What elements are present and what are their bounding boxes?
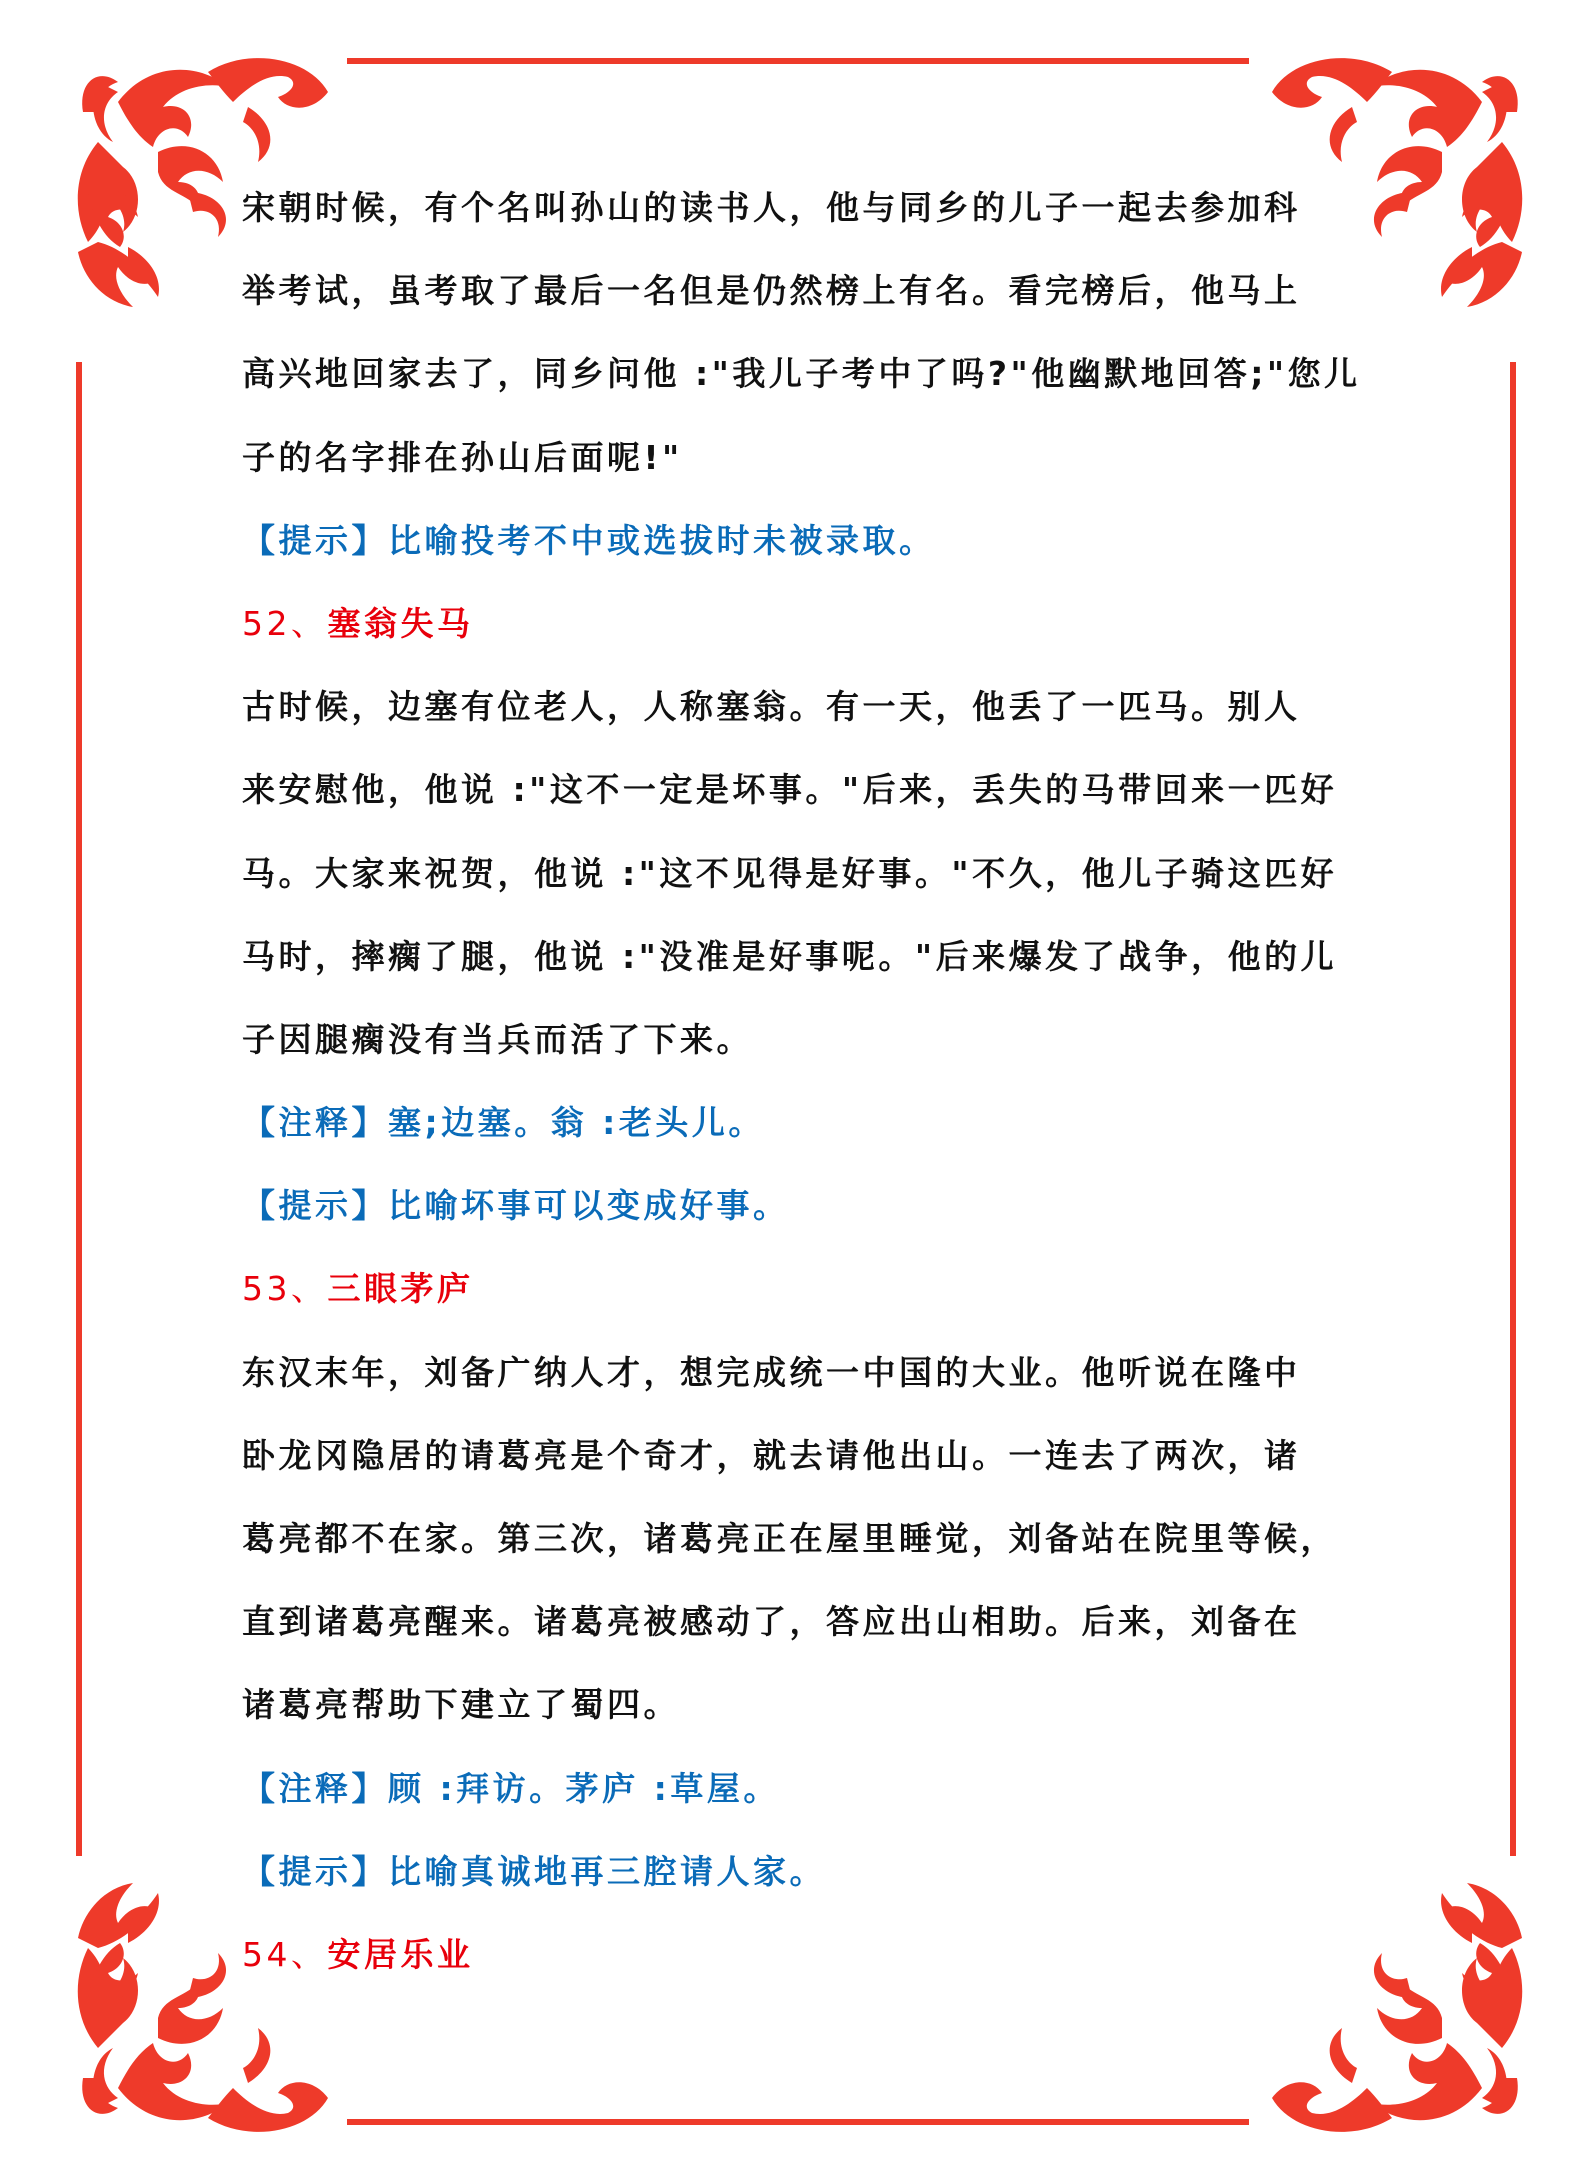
body-line: 高兴地回家去了，同乡问他 :"我儿子考中了吗?"他幽默地回答;"您儿 bbox=[242, 354, 1361, 394]
hint-note: 【提示】比喻坏事可以变成好事。 bbox=[242, 1186, 790, 1226]
annotation-note: 【注释】顾 :拜访。茅庐 :草屋。 bbox=[242, 1768, 780, 1808]
section-heading bbox=[242, 601, 1382, 684]
body-line: 卧龙冈隐居的请葛亮是个奇才，就去请他出山。一连去了两次，诸 bbox=[242, 1435, 1301, 1475]
frame-bottom-line bbox=[347, 2119, 1249, 2125]
body-line: 直到诸葛亮醒来。诸葛亮被感动了，答应出山相助。后来，刘备在 bbox=[242, 1602, 1301, 1642]
section-53 bbox=[242, 1266, 1382, 1932]
heading-number: 54、 bbox=[242, 1934, 328, 1974]
section-heading bbox=[242, 1266, 1382, 1349]
hint-note: 【提示】比喻真诚地再三腔请人家。 bbox=[242, 1851, 826, 1891]
body-line: 古时候，边塞有位老人，人称塞翁。有一天，他丢了一匹马。别人 bbox=[242, 687, 1301, 727]
heading-number: 53、 bbox=[242, 1269, 328, 1309]
body-line: 举考试，虽考取了最后一名但是仍然榜上有名。看完榜后，他马上 bbox=[242, 271, 1301, 311]
section-52 bbox=[242, 601, 1382, 1267]
hint-note: 【提示】比喻投考不中或选拔时未被录取。 bbox=[242, 520, 936, 560]
heading-number: 52、 bbox=[242, 603, 328, 643]
body-line: 子因腿瘸没有当兵而活了下来。 bbox=[242, 1019, 753, 1059]
heading-title: 塞翁失马 bbox=[327, 603, 474, 643]
heading-title: 安居乐业 bbox=[327, 1934, 474, 1974]
document-content bbox=[242, 185, 1382, 2015]
body-line: 马。大家来祝贺，他说 :"这不见得是好事。"不久，他儿子骑这匹好 bbox=[242, 853, 1338, 893]
frame-left-line bbox=[76, 362, 82, 1856]
annotation-note: 【注释】塞;边塞。翁 :老头儿。 bbox=[242, 1103, 765, 1143]
body-line: 东汉末年，刘备广纳人才，想完成统一中国的大业。他听说在隆中 bbox=[242, 1352, 1301, 1392]
body-line: 马时，摔瘸了腿，他说 :"没准是好事呢。"后来爆发了战争，他的儿 bbox=[242, 936, 1338, 976]
section-51-continued bbox=[242, 185, 1382, 601]
body-line: 葛亮都不在家。第三次，诸葛亮正在屋里睡觉，刘备站在院里等候， bbox=[242, 1519, 1337, 1558]
section-54 bbox=[242, 1932, 1382, 2015]
body-line: 宋朝时候，有个名叫孙山的读书人，他与同乡的儿子一起去参加科 bbox=[242, 188, 1301, 227]
heading-title: 三眼茅庐 bbox=[327, 1269, 474, 1309]
body-line: 诸葛亮帮助下建立了蜀四。 bbox=[242, 1685, 680, 1725]
section-heading bbox=[242, 1932, 1382, 2015]
body-line: 来安慰他，他说 :"这不一定是坏事。"后来，丢失的马带回来一匹好 bbox=[242, 770, 1338, 810]
body-line: 子的名字排在孙山后面呢!" bbox=[242, 437, 683, 477]
frame-top-line bbox=[347, 58, 1249, 64]
frame-right-line bbox=[1510, 362, 1516, 1856]
